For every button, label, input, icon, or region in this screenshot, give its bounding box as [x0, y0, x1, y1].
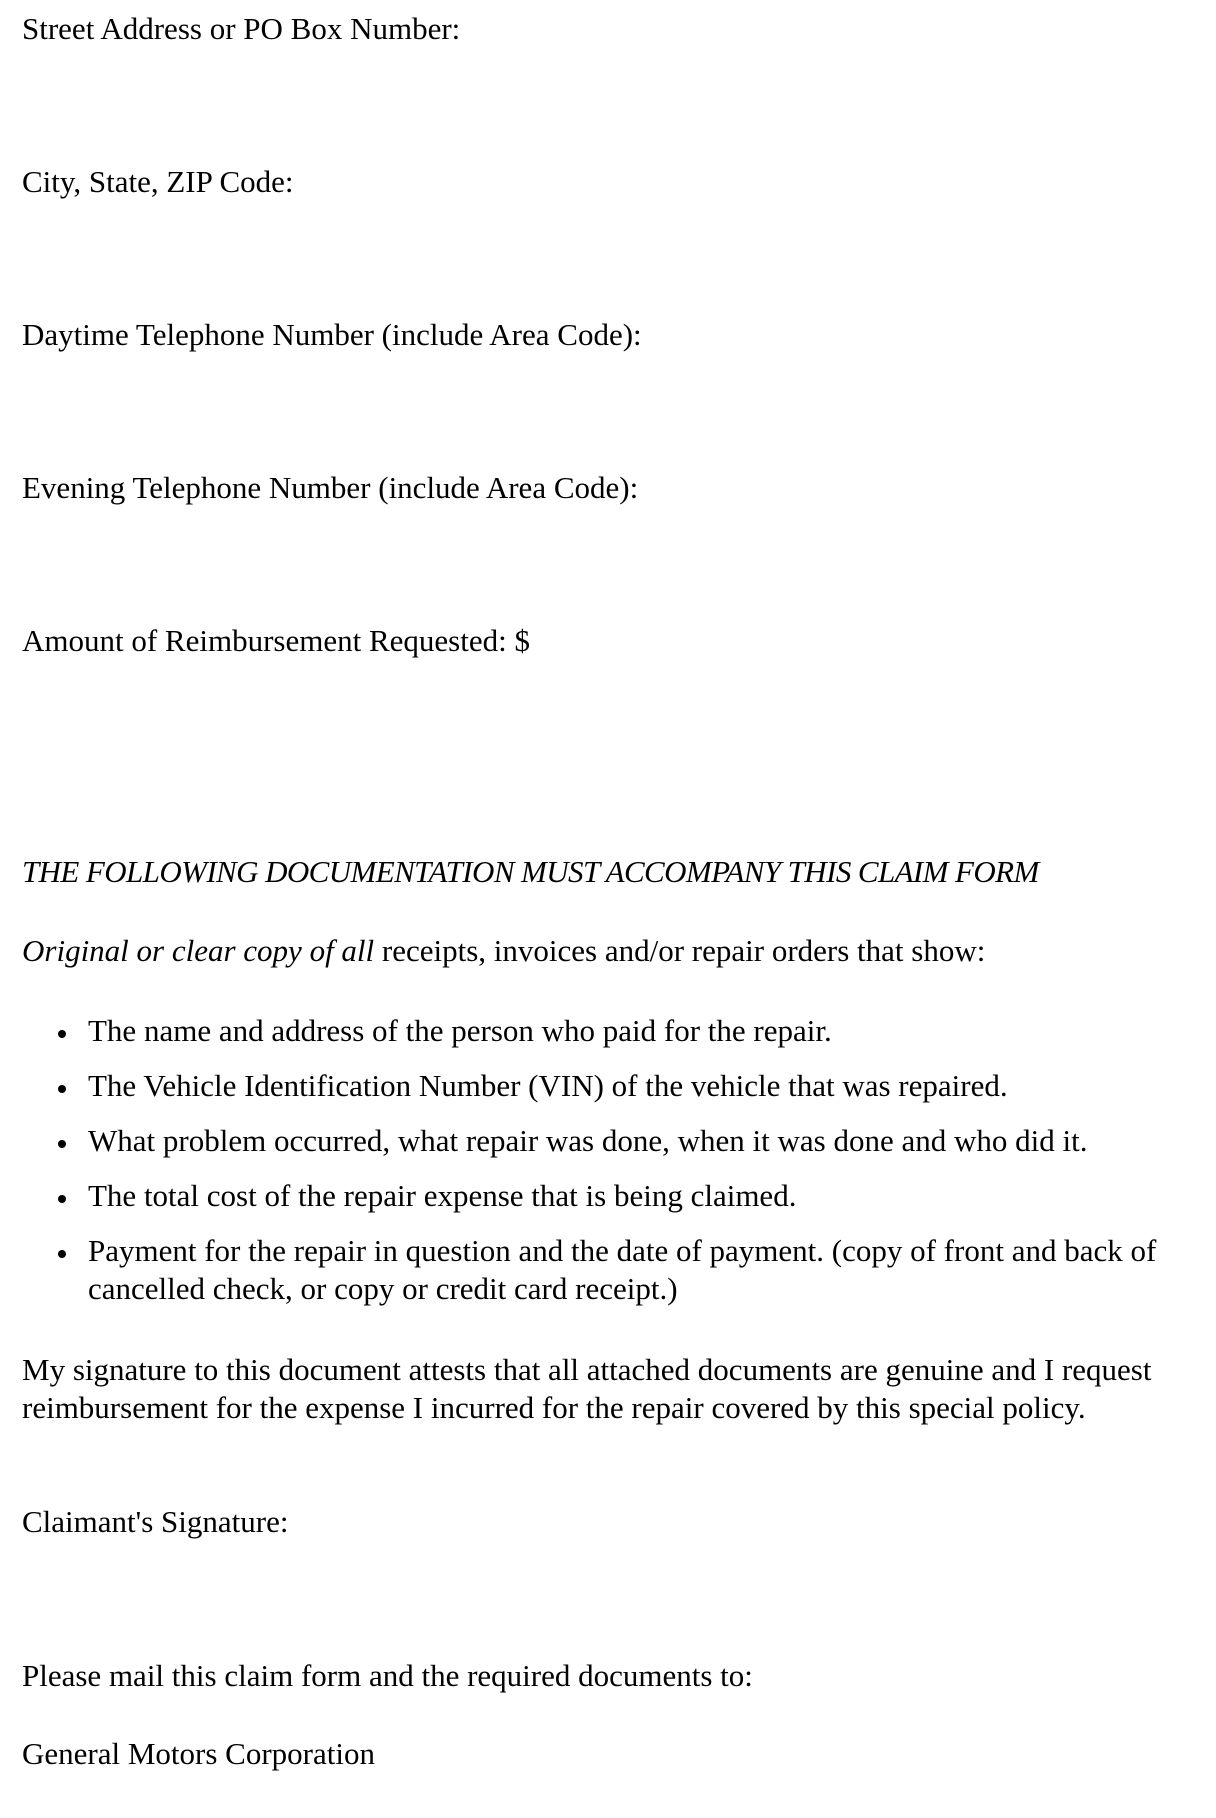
daytime-phone-label: Daytime Telephone Number (include Area Code):: [22, 317, 642, 352]
documentation-intro: [22, 932, 985, 970]
list-item-text: The Vehicle Identification Number (VIN) of the vehicle that was repaired.: [88, 1068, 1008, 1103]
list-item-text: The total cost of the repair expense that is being claimed.: [88, 1178, 797, 1213]
documentation-heading: THE FOLLOWING DOCUMENTATION MUST ACCOMPANY THIS CLAIM FORM: [22, 854, 1039, 889]
bullet-icon: [58, 1195, 66, 1203]
list-item-text: Payment for the repair in question and the date of payment. (copy of front and back of cancelled check, or copy or credit card receipt.): [88, 1233, 1157, 1306]
street-address-label: Street Address or PO Box Number:: [22, 11, 461, 46]
bullet-icon: [58, 1140, 66, 1148]
documentation-intro-rest: receipts, invoices and/or repair orders that show:: [374, 933, 986, 968]
bullet-icon: [58, 1030, 66, 1038]
list-item-text: What problem occurred, what repair was done, when it was done and who did it.: [88, 1123, 1088, 1158]
bullet-icon: [58, 1250, 66, 1258]
reimbursement-amount-label: Amount of Reimbursement Requested: $: [22, 623, 530, 658]
attestation-paragraph: My signature to this document attests that all attached documents are genuine and I request reimbursement for the expense I incurred for the repair covered by this special policy.: [22, 1352, 1152, 1425]
mail-instruction: Please mail this claim form and the required documents to:: [22, 1658, 753, 1693]
mail-recipient: General Motors Corporation: [22, 1736, 375, 1771]
signature-label: Claimant's Signature:: [22, 1504, 289, 1539]
evening-phone-label: Evening Telephone Number (include Area Code):: [22, 470, 639, 505]
list-item-text: The name and address of the person who paid for the repair.: [88, 1013, 832, 1048]
city-state-zip-label: City, State, ZIP Code:: [22, 164, 294, 199]
bullet-icon: [58, 1085, 66, 1093]
documentation-intro-italic: Original or clear copy of all: [22, 933, 375, 968]
